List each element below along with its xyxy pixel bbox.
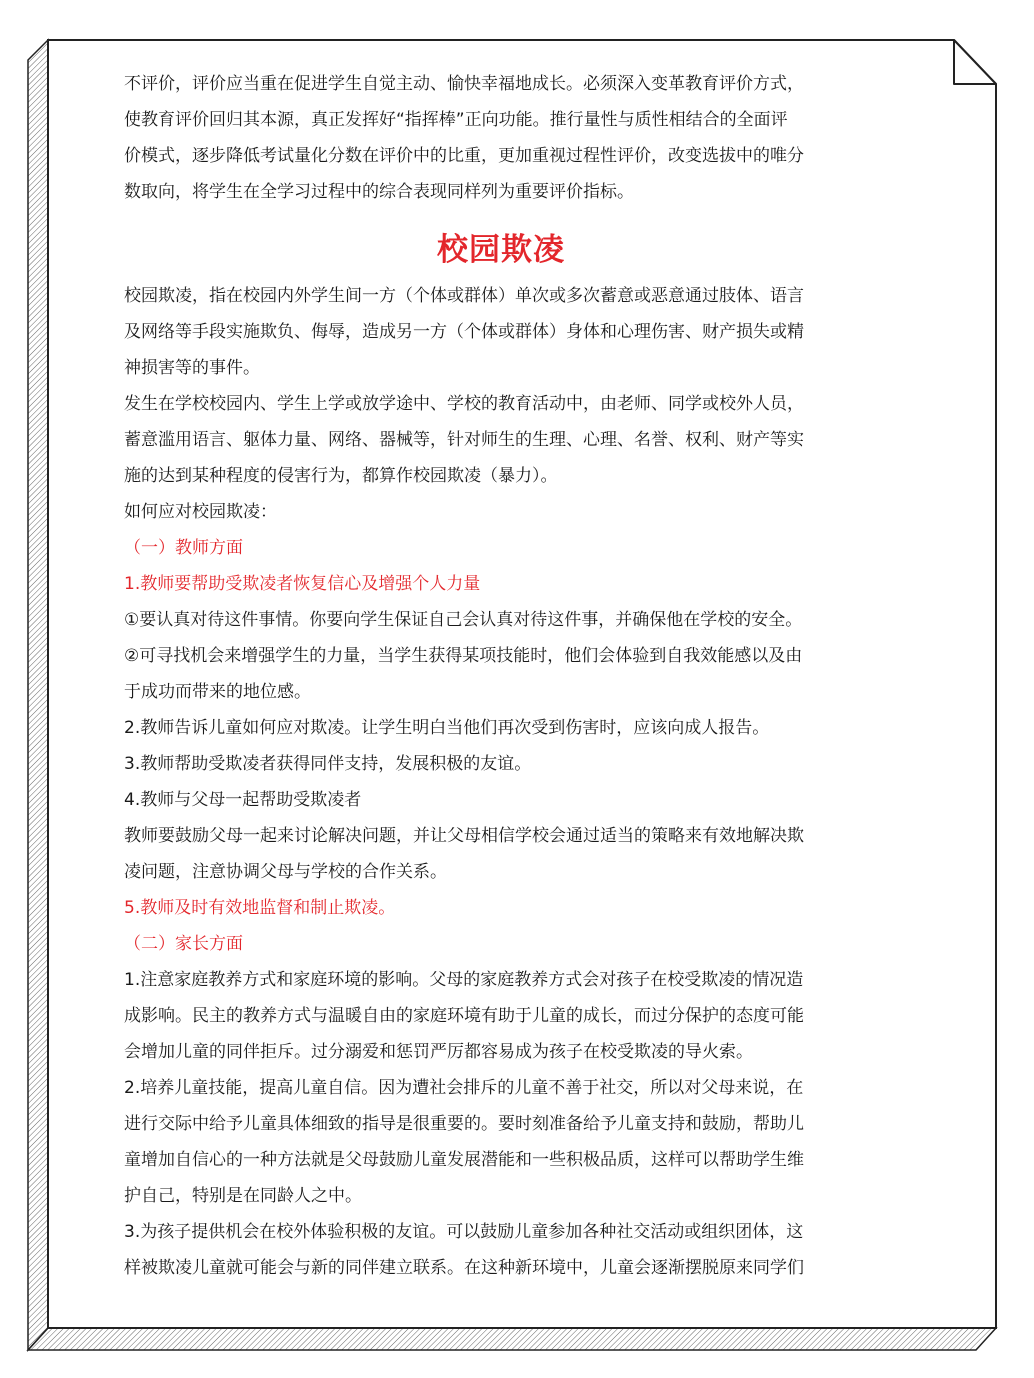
body-text-line: 2.培养儿童技能，提高儿童自信。因为遭社会排斥的儿童不善于社交，所以对父母来说，在 (124, 1078, 804, 1098)
highlighted-heading-line: （二）家长方面 (124, 934, 243, 954)
folded-corner (954, 40, 996, 84)
body-text-line: ①要认真对待这件事情。你要向学生保证自己会认真对待这件事，并确保他在学校的安全。 (124, 610, 803, 630)
highlighted-heading-line: 1.教师要帮助受欺凌者恢复信心及增强个人力量 (124, 574, 481, 594)
body-text-line: 施的达到某种程度的侵害行为，都算作校园欺凌（暴力）。 (124, 466, 558, 486)
body-text-line: 于成功而带来的地位感。 (124, 682, 311, 702)
paper-left-shadow (28, 40, 48, 1350)
body-text-line: 如何应对校园欺凌： (124, 502, 277, 522)
body-text-line: ②可寻找机会来增强学生的力量，当学生获得某项技能时，他们会体验到自我效能感以及由 (124, 646, 803, 666)
body-text-line: 神损害等的事件。 (124, 358, 260, 378)
highlighted-heading-line: 5.教师及时有效地监督和制止欺凌。 (124, 898, 396, 918)
body-text-line: 1.注意家庭教养方式和家庭环境的影响。父母的家庭教养方式会对孩子在校受欺凌的情况造 (124, 970, 804, 990)
body-text-line: 样被欺凌儿童就可能会与新的同伴建立联系。在这种新环境中，儿童会逐渐摆脱原来同学们 (124, 1258, 804, 1278)
paper-bottom-shadow (28, 1328, 996, 1350)
body-text-line: 3.教师帮助受欺凌者获得同伴支持，发展积极的友谊。 (124, 754, 532, 774)
body-text-line: 发生在学校校园内、学生上学或放学途中、学校的教育活动中，由老师、同学或校外人员， (124, 394, 804, 414)
section-body (124, 278, 878, 1286)
section-title: 校园欺凌 (437, 232, 565, 268)
intro-line: 价模式，逐步降低考试量化分数在评价中的比重，更加重视过程性评价，改变选拔中的唯分 (124, 146, 804, 166)
body-text-line: 童增加自信心的一种方法就是父母鼓励儿童发展潜能和一些积极品质，这样可以帮助学生维 (124, 1150, 804, 1170)
intro-line: 数取向，将学生在全学习过程中的综合表现同样列为重要评价指标。 (124, 182, 634, 202)
intro-line: 不评价，评价应当重在促进学生自觉主动、愉快幸福地成长。必须深入变革教育评价方式， (124, 74, 804, 94)
body-text-line: 进行交际中给予儿童具体细致的指导是很重要的。要时刻准备给予儿童支持和鼓励，帮助儿 (124, 1114, 804, 1134)
body-text-line: 校园欺凌，指在校园内外学生间一方（个体或群体）单次或多次蓄意或恶意通过肢体、语言 (124, 286, 804, 306)
body-text-line: 凌问题，注意协调父母与学校的合作关系。 (124, 862, 447, 882)
body-text-line: 3.为孩子提供机会在校外体验积极的友谊。可以鼓励儿童参加各种社交活动或组织团体，这 (124, 1222, 804, 1242)
body-text-line: 4.教师与父母一起帮助受欺凌者 (124, 790, 362, 810)
intro-paragraph (124, 66, 878, 210)
body-text-line: 成影响。民主的教养方式与温暖自由的家庭环境有助于儿童的成长，而过分保护的态度可能 (124, 1006, 804, 1026)
highlighted-heading-line: （一）教师方面 (124, 538, 243, 558)
body-text-line: 及网络等手段实施欺负、侮辱，造成另一方（个体或群体）身体和心理伤害、财产损失或精 (124, 322, 804, 342)
body-text-line: 会增加儿童的同伴拒斥。过分溺爱和惩罚严厉都容易成为孩子在校受欺凌的导火索。 (124, 1042, 753, 1062)
body-text-line: 蓄意滥用语言、躯体力量、网络、器械等，针对师生的生理、心理、名誉、权利、财产等实 (124, 430, 804, 450)
intro-line: 使教育评价回归其本源，真正发挥好“指挥棒”正向功能。推行量性与质性相结合的全面评 (124, 110, 788, 130)
body-text-line: 2.教师告诉儿童如何应对欺凌。让学生明白当他们再次受到伤害时，应该向成人报告。 (124, 718, 770, 738)
body-text-line: 护自己，特别是在同龄人之中。 (124, 1186, 362, 1206)
document-body (124, 66, 878, 1286)
body-text-line: 教师要鼓励父母一起来讨论解决问题，并让父母相信学校会通过适当的策略来有效地解决欺 (124, 826, 804, 846)
